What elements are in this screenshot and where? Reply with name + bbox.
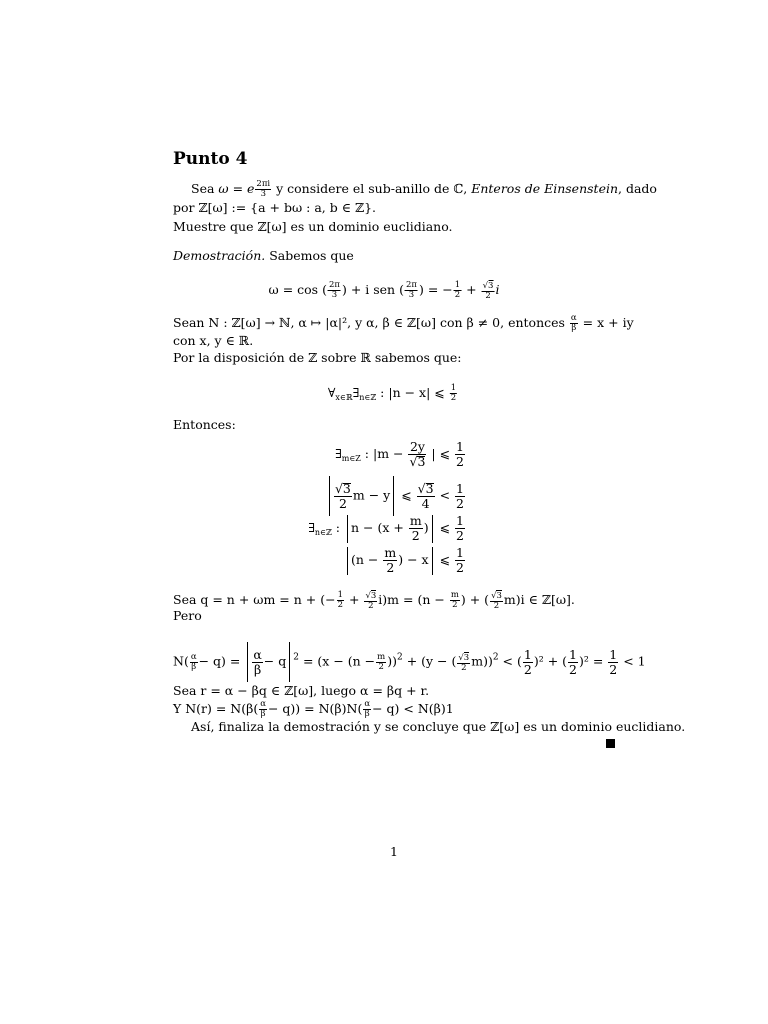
proof-intro: Demostración. Sabemos que (173, 248, 354, 263)
exponent-fraction: $\frac{2\pi i}{3}$ (256, 179, 271, 199)
q-definition-line: Sea q = n + ωm = n + (− $\frac{1}{2}$ + $\frac{√3}{2}$ i)m = (n − $\frac{m}{2}$ ) + ( $\frac{√3}{2}$ m)i ∈ ℤ[ω]. (173, 590, 575, 611)
equation-row-2: $\frac{√3}{2}$ m − y ⩽ $\frac{√3}{4}$ < $\frac{1}{2}$ (326, 476, 466, 516)
equation-row-3: $\exists_{n\in ℤ}$ : n − (x + $\frac{m}{2}$ ) ⩽ $\frac{1}{2}$ (308, 513, 464, 543)
statement-line-3: Muestre que ℤ[ω] es un dominio euclidiano. (173, 219, 453, 234)
omega-equation: ω = cos ( $\frac{2\pi}{3}$ ) + i sen ( $\frac{2\pi}{3}$ ) = − $\frac{1}{2}$ + $\frac{√3}{2}$ i (268, 280, 500, 301)
conclusion-line: Así, finaliza la demostración y se concluye que ℤ[ω] es un dominio euclidiano. (191, 719, 686, 734)
statement-line-1: Sea ω = e $\frac{2\pi i}{3}$ y considere el sub-anillo de ℂ, Enteros de Einsenstein, dado (191, 179, 657, 199)
norm-definition-line-2: con x, y ∈ ℝ. (173, 333, 254, 348)
page-number: 1 (390, 844, 398, 859)
r-definition-line: Sea r = α − βq ∈ ℤ[ω], luego α = βq + r. (173, 683, 430, 698)
norm-definition-line: Sean N : ℤ[ω] → ℕ, α ↦ |α|², y α, β ∈ ℤ[ω] con β ≠ 0, entonces $\frac{\alpha}{\beta}$ = x + iy (173, 313, 634, 333)
forall-equation: $\forall_{x\in ℝ}\exists_{n\in ℤ}$ : |n − x| ⩽ $\frac{1}{2}$ (327, 383, 457, 403)
section-heading: Punto 4 (173, 149, 248, 169)
norm-r-line: Y N(r) = N(β( $\frac{\alpha}{\beta}$ − q)) = N(β)N( $\frac{\alpha}{\beta}$ − q) < N(β)1 (173, 699, 454, 719)
disposition-line: Por la disposición de ℤ sobre ℝ sabemos que: (173, 350, 462, 365)
pero-label: Pero (173, 608, 202, 623)
statement-line-2: por ℤ[ω] := {a + bω : a, b ∈ ℤ}. (173, 200, 377, 215)
entonces-label: Entonces: (173, 417, 236, 432)
qed-square-icon (606, 739, 615, 748)
equation-row-4: (n − $\frac{m}{2}$ ) − x ⩽ $\frac{1}{2}$ (344, 546, 466, 575)
equation-row-1: $\exists_{m\in Z}$ : |m − $\frac{2y}{√3}$ | ⩽ $\frac{1}{2}$ (334, 439, 464, 469)
norm-inequality: N( $\frac{\alpha}{\beta}$ − q) = $\frac{\alpha}{\beta}$ − q $^2$ = (x − (n − $\frac{m}{2}$ ))$^2$ + (y − ( $\frac{√3}{2}$ m))$^2$ < ( $\frac{1}{2}$ )² + ( $\frac{1}{2}$ )² = $\frac{1}{2}$ < 1 (173, 642, 646, 682)
